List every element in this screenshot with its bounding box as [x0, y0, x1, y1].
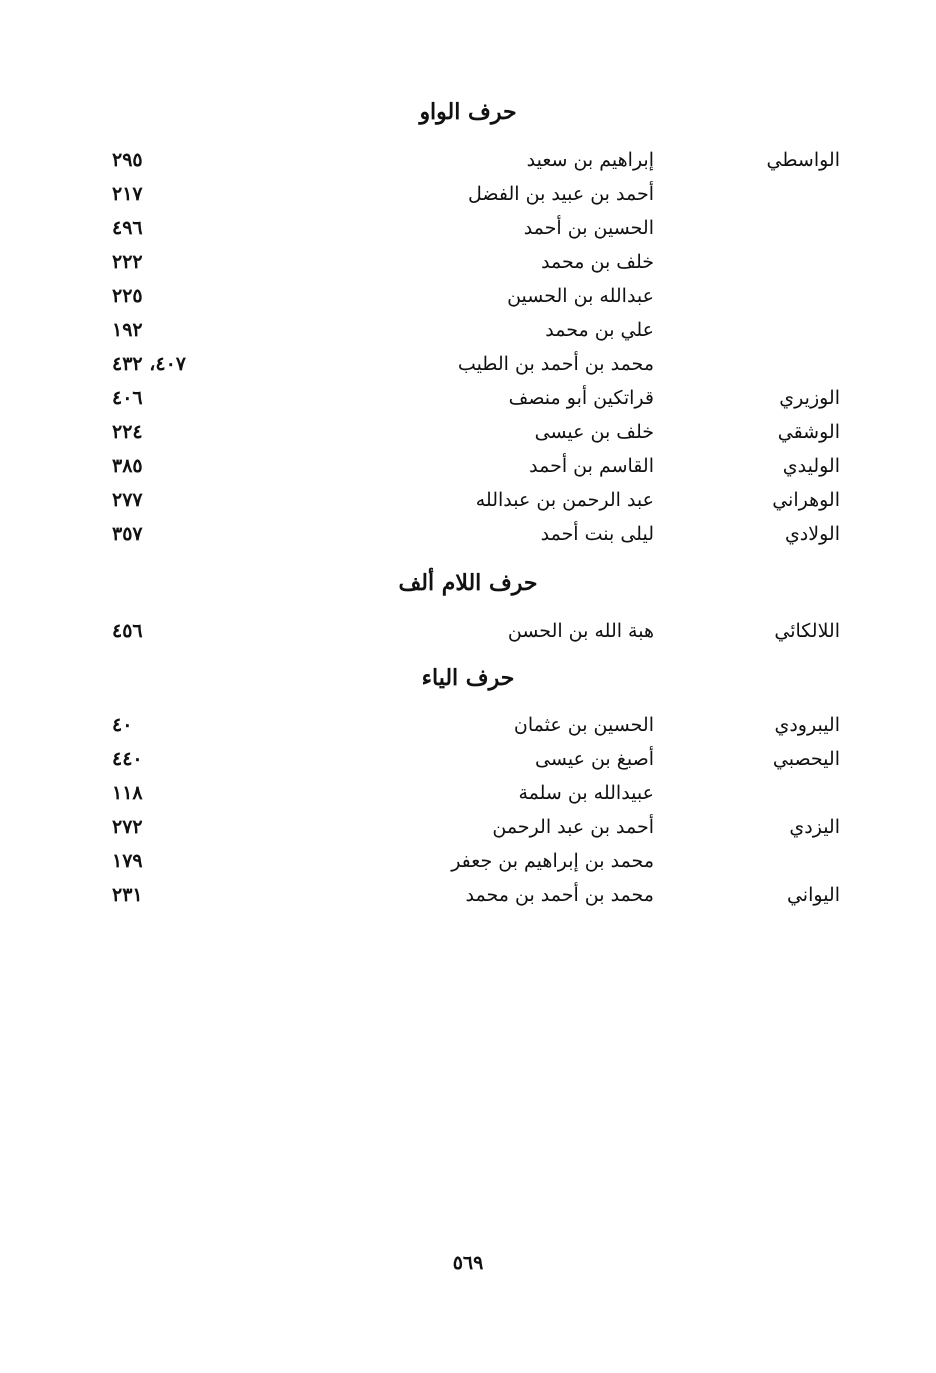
person-name: عبيدالله بن سلمة	[518, 782, 654, 804]
person-name: ليلى بنت أحمد	[540, 523, 654, 545]
page-refs: ٤٠	[112, 714, 133, 736]
person-name: أحمد بن عبد الرحمن	[492, 816, 654, 838]
page-refs: ٢١٧	[112, 183, 143, 205]
person-name: إبراهيم بن سعيد	[526, 149, 654, 171]
person-name: أحمد بن عبيد بن الفضل	[468, 183, 654, 205]
section-heading-waw: حرف الواو	[419, 99, 517, 125]
page-refs: ٢٢٤	[112, 421, 143, 443]
page-refs: ٤٤٠	[112, 748, 143, 770]
index-row	[0, 810, 936, 844]
index-row	[0, 614, 936, 648]
section-heading-ya: حرف الياء	[421, 665, 515, 691]
person-name: محمد بن أحمد بن الطيب	[457, 353, 654, 375]
index-row	[0, 708, 936, 742]
person-name: محمد بن أحمد بن محمد	[465, 884, 654, 906]
person-name: خلف بن محمد	[541, 251, 654, 273]
person-name: محمد بن إبراهيم بن جعفر	[451, 850, 654, 872]
nisba: اللالكائي	[774, 620, 840, 642]
page-number: ٥٦٩	[452, 1252, 484, 1274]
index-row	[0, 844, 936, 878]
page-refs: ٢٢٥	[112, 285, 143, 307]
page-refs: ١٧٩	[112, 850, 143, 872]
index-row	[0, 449, 936, 483]
person-name: الحسين بن أحمد	[523, 217, 654, 239]
page-refs: ٤٥٦	[112, 620, 143, 642]
page-refs: ١٩٢	[112, 319, 143, 341]
index-row	[0, 211, 936, 245]
person-name: عبد الرحمن بن عبدالله	[475, 489, 654, 511]
page-refs: ٣٨٥	[112, 455, 143, 477]
index-row	[0, 742, 936, 776]
nisba: الوزيري	[779, 387, 840, 409]
index-row	[0, 143, 936, 177]
person-name: عبدالله بن الحسين	[507, 285, 654, 307]
index-row	[0, 415, 936, 449]
page-refs: ٢٩٥	[112, 149, 143, 171]
page-refs: ١١٨	[112, 782, 143, 804]
person-name: خلف بن عيسى	[534, 421, 654, 443]
person-name: أصبغ بن عيسى	[535, 748, 654, 770]
nisba: اليواني	[786, 884, 840, 906]
nisba: الوشقي	[777, 421, 840, 443]
page-refs: ٤٠٦	[112, 387, 143, 409]
index-row	[0, 245, 936, 279]
page-refs: ٢٧٢	[112, 816, 143, 838]
page-refs: ٢٣١	[112, 884, 143, 906]
page-refs: ٣٥٧	[112, 523, 143, 545]
nisba: الولادي	[784, 523, 840, 545]
page-refs: ٢٢٢	[112, 251, 143, 273]
page-refs: ٢٧٧	[112, 489, 143, 511]
nisba: اليبرودي	[774, 714, 840, 736]
index-row	[0, 279, 936, 313]
index-row	[0, 381, 936, 415]
index-row	[0, 517, 936, 551]
index-row	[0, 177, 936, 211]
section-heading-lam-alif: حرف اللام ألف	[398, 570, 538, 596]
index-row	[0, 776, 936, 810]
person-name: قراتكين أبو منصف	[508, 387, 654, 409]
nisba: الوليدي	[782, 455, 840, 477]
person-name: الحسين بن عثمان	[513, 714, 654, 736]
index-row	[0, 483, 936, 517]
index-row	[0, 313, 936, 347]
page-refs: ٤٠٧، ٤٣٢	[112, 353, 186, 375]
person-name: القاسم بن أحمد	[529, 455, 654, 477]
index-row	[0, 347, 936, 381]
nisba: الوهراني	[772, 489, 840, 511]
nisba: الواسطي	[766, 149, 840, 171]
person-name: علي بن محمد	[545, 319, 654, 341]
nisba: اليحصبي	[772, 748, 840, 770]
nisba: اليزدي	[789, 816, 840, 838]
page-refs: ٤٩٦	[112, 217, 143, 239]
person-name: هبة الله بن الحسن	[507, 620, 654, 642]
index-row	[0, 878, 936, 912]
